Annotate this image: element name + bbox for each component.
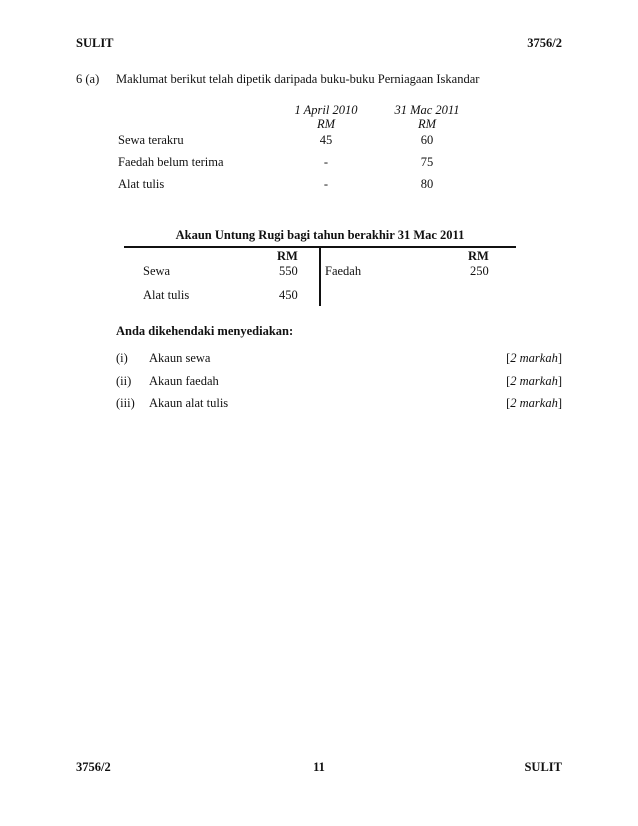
info-row-v1: - — [323, 155, 329, 169]
col2-unit: RM — [417, 117, 437, 131]
task-number: (ii) — [116, 374, 132, 388]
credit-unit: RM — [468, 249, 489, 263]
task-mark: [2 markah] — [506, 374, 562, 388]
credit-amount: 250 — [470, 264, 489, 278]
credit-label: Faedah — [325, 264, 362, 278]
page-number: 11 — [313, 760, 325, 774]
debit-label: Alat tulis — [143, 288, 190, 302]
question-number: 6 (a) — [76, 72, 100, 86]
info-row-v1: - — [323, 177, 329, 191]
task-text: Akaun sewa — [149, 351, 211, 365]
task-text: Akaun faedah — [149, 374, 219, 388]
info-row-v1: 45 — [319, 133, 333, 147]
info-row-v2: 75 — [420, 155, 434, 169]
col2-date: 31 Mac 2011 — [394, 103, 460, 117]
info-row-v2: 80 — [420, 177, 434, 191]
header-left: SULIT — [76, 36, 114, 50]
task-mark: [2 markah] — [506, 351, 562, 365]
task-text: Akaun alat tulis — [149, 396, 229, 410]
info-row-v2: 60 — [420, 133, 434, 147]
debit-amount: 450 — [279, 288, 298, 302]
col1-date: 1 April 2010 — [294, 103, 358, 117]
info-row-label: Alat tulis — [118, 177, 165, 191]
question-intro: Maklumat berikut telah dipetik daripada buku-buku Perniagaan Iskandar — [116, 72, 480, 86]
task-number: (i) — [116, 351, 128, 365]
account-title: Akaun Untung Rugi bagi tahun berakhir 31 Mac 2011 — [175, 228, 465, 242]
footer-right: SULIT — [524, 760, 562, 774]
instruction: Anda dikehendaki menyediakan: — [116, 324, 294, 338]
col1-unit: RM — [316, 117, 336, 131]
account-divider — [319, 246, 321, 306]
debit-amount: 550 — [279, 264, 298, 278]
info-row-label: Sewa terakru — [118, 133, 184, 147]
header-right: 3756/2 — [527, 36, 562, 50]
debit-label: Sewa — [143, 264, 171, 278]
debit-unit: RM — [277, 249, 298, 263]
task-mark: [2 markah] — [506, 396, 562, 410]
info-row-label: Faedah belum terima — [118, 155, 224, 169]
footer-left: 3756/2 — [76, 760, 111, 774]
task-number: (iii) — [116, 396, 135, 410]
